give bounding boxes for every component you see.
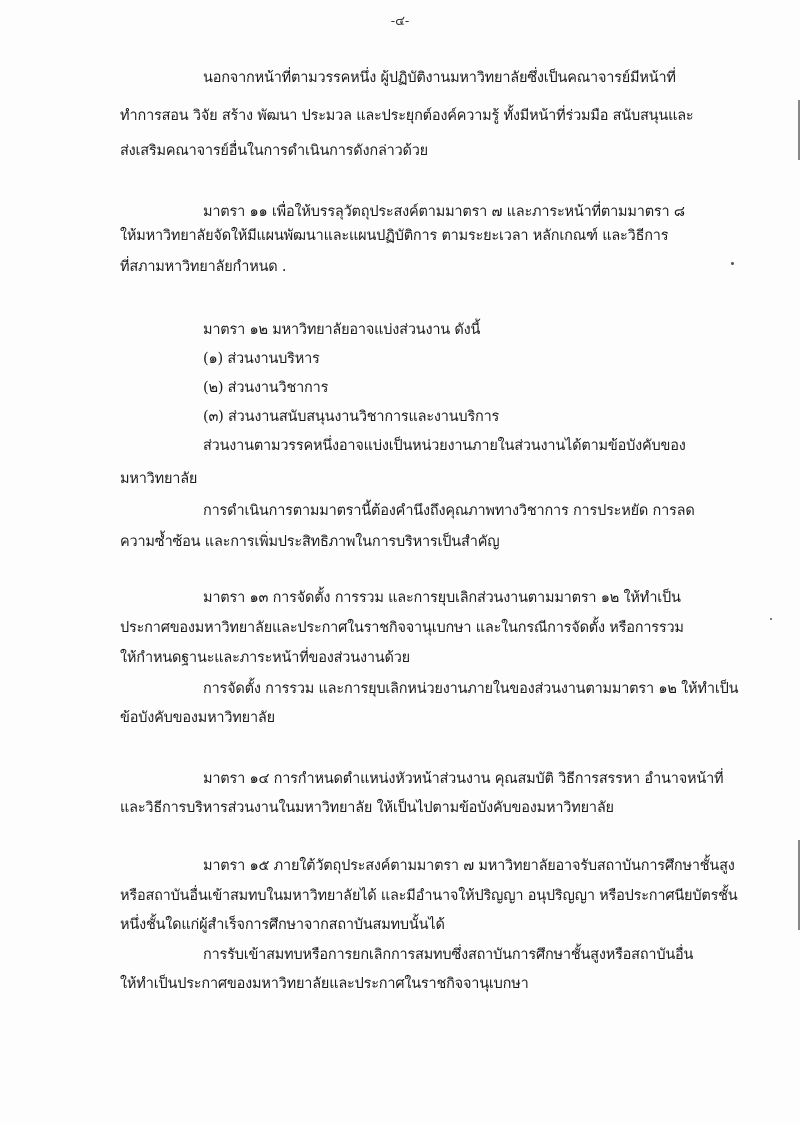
paragraph-line: ให้มหาวิทยาลัยจัดให้มีแผนพัฒนาและแผนปฏิบัติการ ตามระยะเวลา หลักเกณฑ์ และวิธีการ <box>120 228 669 244</box>
paragraph-line: นอกจากหน้าที่ตามวรรคหนึ่ง ผู้ปฏิบัติงานมหาวิทยาลัยซึ่งเป็นคณาจารย์มีหน้าที่ <box>203 70 676 86</box>
paragraph-line: ข้อบังคับของมหาวิทยาลัย <box>120 710 275 726</box>
paragraph-line: ให้กำหนดฐานะและภาระหน้าที่ของส่วนงานด้วย <box>120 650 410 666</box>
list-item: (๓) ส่วนงานสนับสนุนงานวิชาการและงานบริการ <box>203 409 500 425</box>
paragraph-line: ที่สภามหาวิทยาลัยกำหนด . <box>120 259 287 275</box>
section-15-heading: มาตรา ๑๕ ภายใต้วัตถุประสงค์ตามมาตรา ๗ มหาวิทยาลัยอาจรับสถาบันการศึกษาชั้นสูง <box>203 858 735 874</box>
scan-speck <box>731 262 734 265</box>
paragraph-line: หนึ่งชั้นใดแก่ผู้สำเร็จการศึกษาจากสถาบันสมทบนั้นได้ <box>120 917 445 933</box>
section-13-heading: มาตรา ๑๓ การจัดตั้ง การรวม และการยุบเลิกส่วนงานตามมาตรา ๑๒ ให้ทำเป็น <box>203 590 681 606</box>
paragraph-line: การดำเนินการตามมาตรานี้ต้องคำนึงถึงคุณภาพทางวิชาการ การประหยัด การลด <box>203 503 695 519</box>
paragraph-line: มหาวิทยาลัย <box>120 471 198 487</box>
list-item: (๑) ส่วนงานบริหาร <box>203 351 320 367</box>
paragraph-line: และวิธีการบริหารส่วนงานในมหาวิทยาลัย ให้เป็นไปตามข้อบังคับของมหาวิทยาลัย <box>120 800 614 816</box>
paragraph-line: ส่งเสริมคณาจารย์อื่นในการดำเนินการดังกล่าวด้วย <box>120 143 428 159</box>
paragraph-line: ทำการสอน วิจัย สร้าง พัฒนา ประมวล และประยุกต์องค์ความรู้ ทั้งมีหน้าที่ร่วมมือ สนับสนุนและ <box>120 108 694 124</box>
paragraph-line: หรือสถาบันอื่นเข้าสมทบในมหาวิทยาลัยได้ และมีอำนาจให้ปริญญา อนุปริญญา หรือประกาศนียบัตรชั้น <box>120 888 738 904</box>
paragraph-line: การจัดตั้ง การรวม และการยุบเลิกหน่วยงานภายในของส่วนงานตามมาตรา ๑๒ ให้ทำเป็น <box>203 681 739 697</box>
paragraph-line: การรับเข้าสมทบหรือการยกเลิกการสมทบซึ่งสถาบันการศึกษาชั้นสูงหรือสถาบันอื่น <box>203 947 694 963</box>
section-11-heading: มาตรา ๑๑ เพื่อให้บรรลุวัตถุประสงค์ตามมาตรา ๗ และภาระหน้าที่ตามมาตรา ๘ <box>203 204 685 220</box>
section-14-heading: มาตรา ๑๔ การกำหนดตำแหน่งหัวหน้าส่วนงาน คุณสมบัติ วิธีการสรรหา อำนาจหน้าที่ <box>203 771 724 787</box>
paragraph-line: ประกาศของมหาวิทยาลัยและประกาศในราชกิจจานุเบกษา และในกรณีการจัดตั้ง หรือการรวม <box>120 620 684 636</box>
page-number: -๔- <box>390 14 410 29</box>
paragraph-line: ส่วนงานตามวรรคหนึ่งอาจแบ่งเป็นหน่วยงานภายในส่วนงานได้ตามข้อบังคับของ <box>203 438 686 454</box>
scan-speck <box>770 618 772 620</box>
paragraph-line: ให้ทำเป็นประกาศของมหาวิทยาลัยและประกาศในราชกิจจานุเบกษา <box>120 976 529 992</box>
paragraph-line: ความซ้ำซ้อน และการเพิ่มประสิทธิภาพในการบริหารเป็นสำคัญ <box>120 534 500 550</box>
list-item: (๒) ส่วนงานวิชาการ <box>203 380 329 396</box>
section-12-heading: มาตรา ๑๒ มหาวิทยาลัยอาจแบ่งส่วนงาน ดังนี้ <box>203 322 481 338</box>
